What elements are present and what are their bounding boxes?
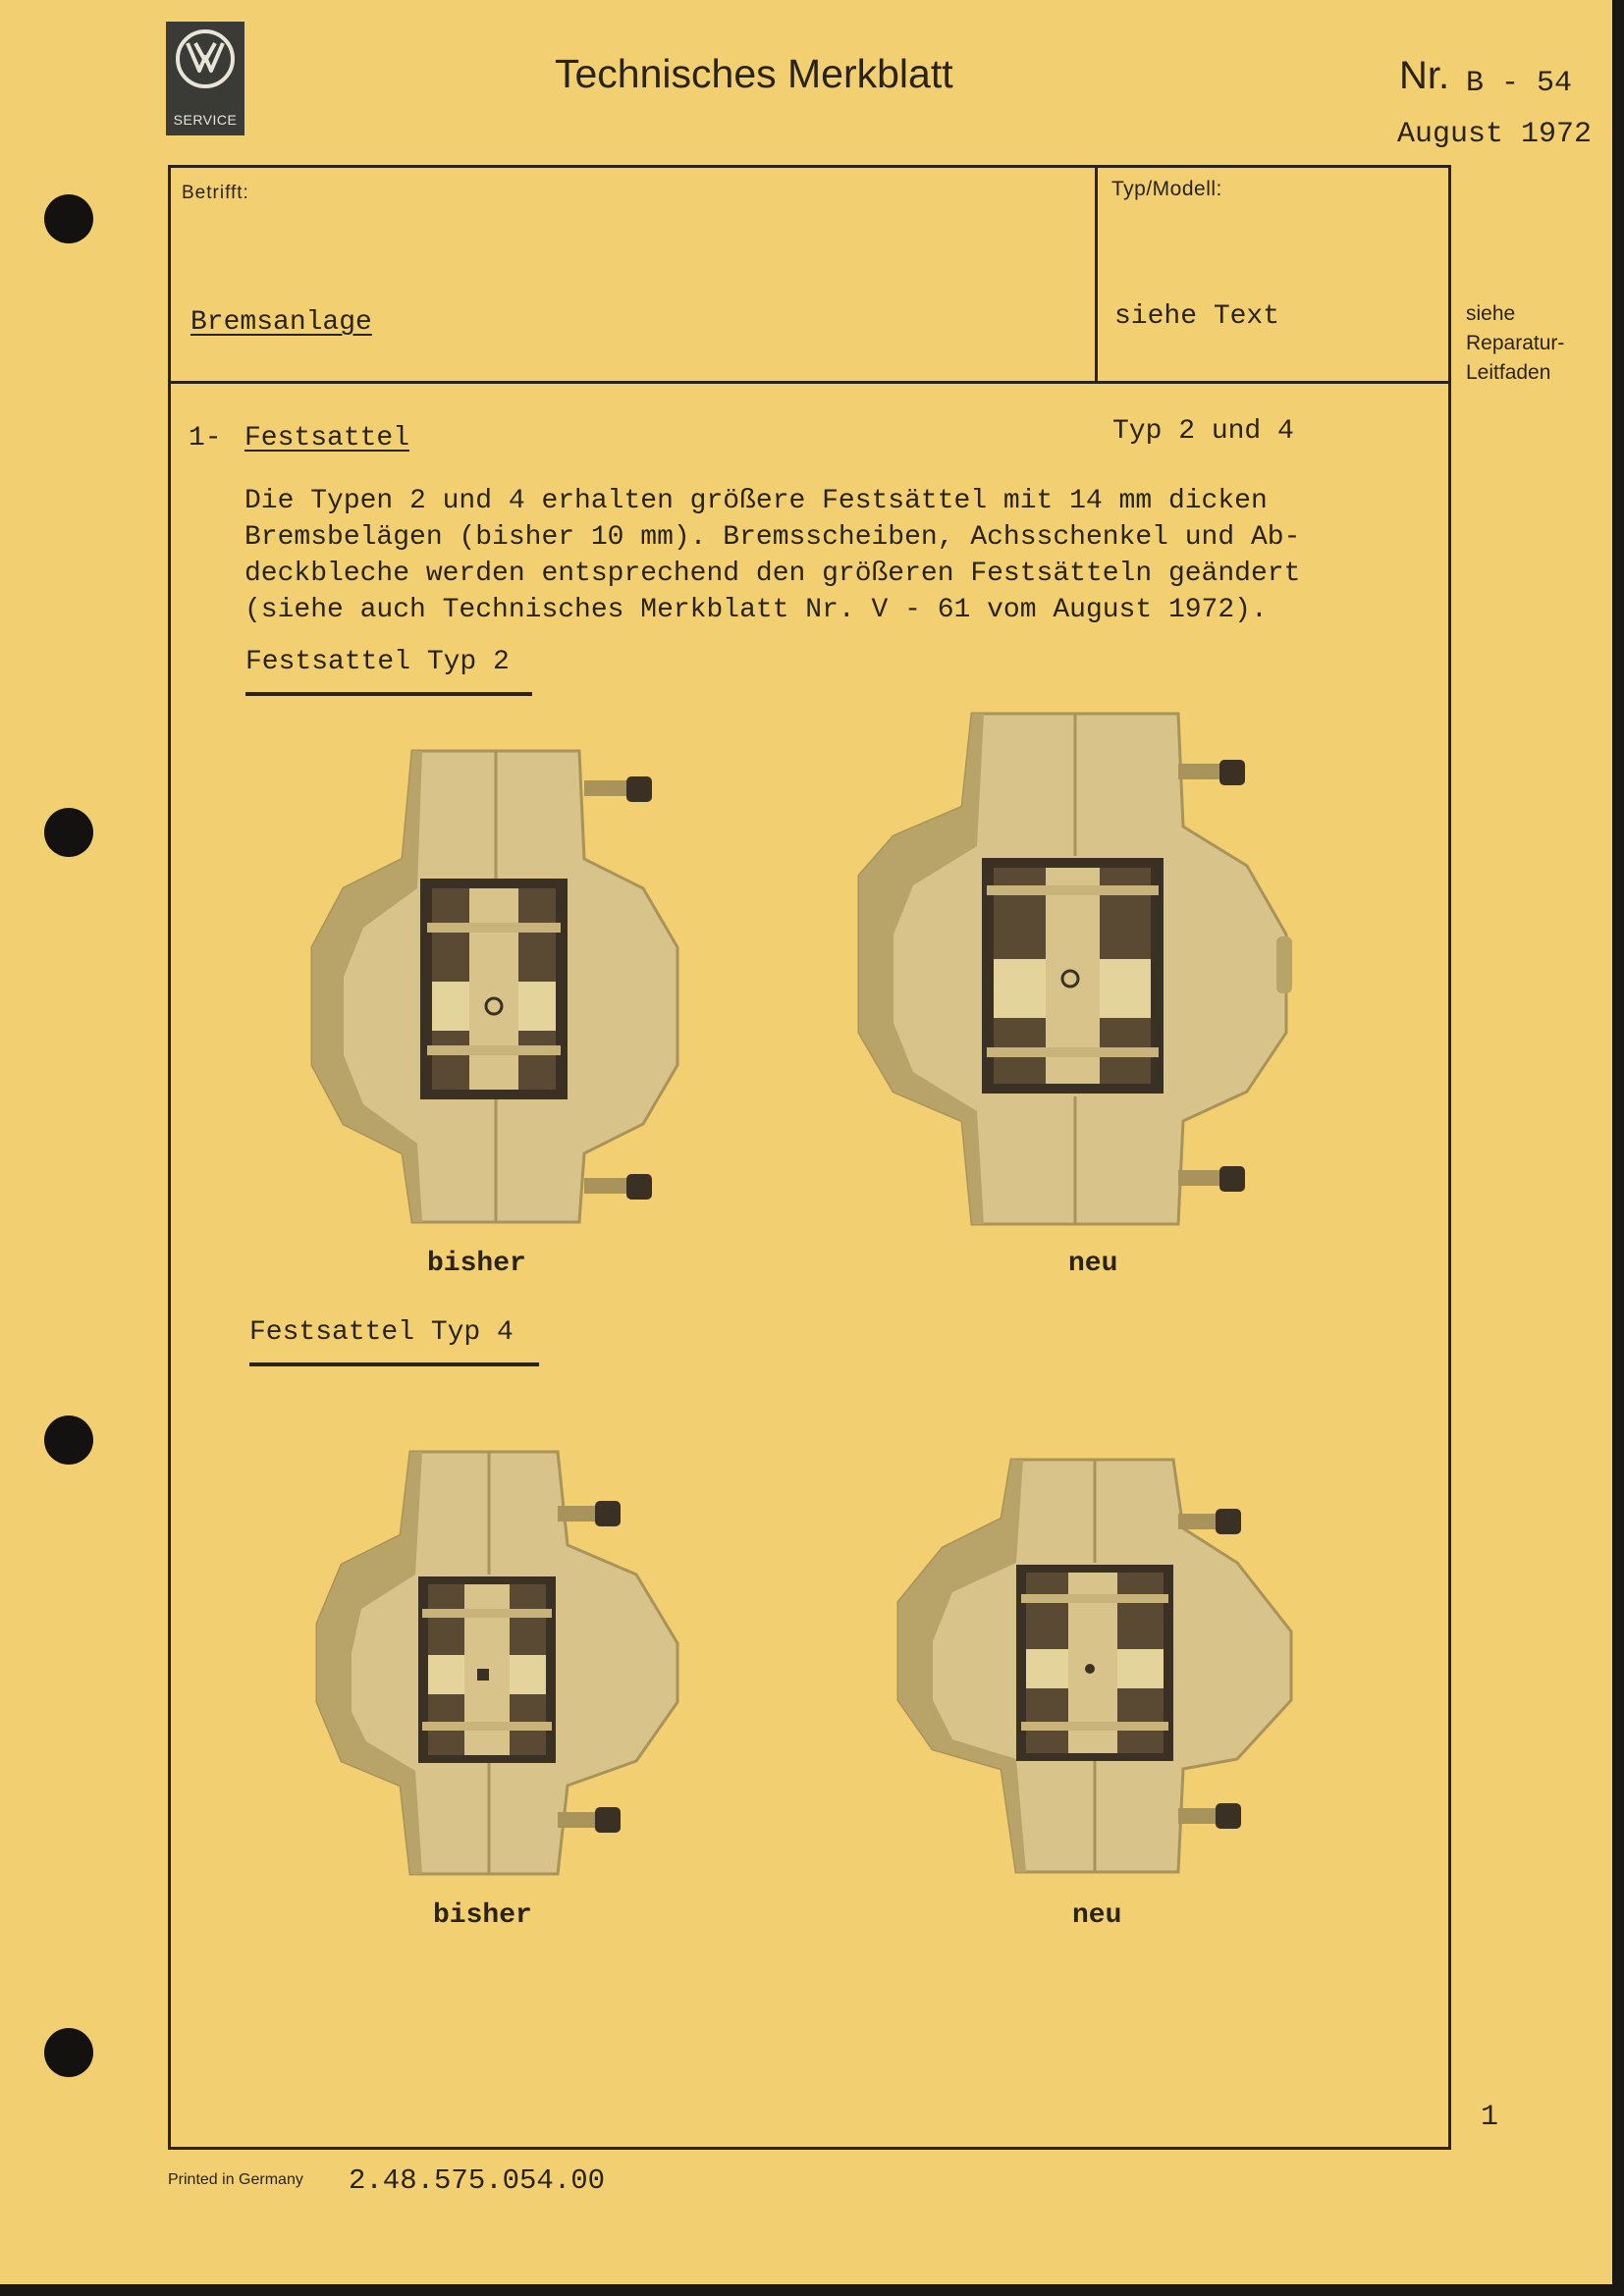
caliper-typ2-old-photo: [304, 741, 687, 1232]
figure-caption: bisher: [427, 1249, 526, 1279]
caliper-typ4-new-photo: [893, 1455, 1296, 1877]
printed-in-label: Printed in Germany: [168, 2171, 303, 2188]
figure-caption: neu: [1068, 1249, 1118, 1279]
figure-heading-typ4: Festsattel Typ 4: [249, 1317, 514, 1348]
header-divider: [168, 381, 1451, 384]
vw-logo-icon: [166, 22, 244, 100]
heading-underline: [245, 692, 532, 696]
side-note-line: Reparatur-: [1466, 332, 1565, 354]
heading-underline: [249, 1362, 539, 1366]
document-title: Technisches Merkblatt: [555, 51, 953, 96]
vw-service-logo: [166, 22, 244, 135]
caliper-typ4-old-photo: [312, 1447, 685, 1879]
side-note-line: siehe: [1466, 302, 1516, 325]
document-date: August 1972: [1397, 118, 1593, 151]
logo-text: SERVICE: [173, 112, 238, 128]
document-code: 2.48.575.054.00: [349, 2164, 606, 2197]
paragraph-line: deckbleche werden entsprechend den größeren Festsätteln geändert: [244, 559, 1301, 589]
figure-caption: bisher: [433, 1900, 532, 1931]
caliper-typ2-new-photo: [854, 709, 1306, 1229]
page-number: 1: [1481, 2101, 1499, 2134]
typ-modell-label: Typ/Modell:: [1111, 178, 1222, 200]
binder-hole: [44, 2028, 93, 2077]
paragraph-line: Bremsbelägen (bisher 10 mm). Bremsscheiben, Achsschenkel und Ab-: [244, 522, 1301, 553]
subject-value: Bremsanlage: [190, 307, 372, 338]
paragraph-line: (siehe auch Technisches Merkblatt Nr. V - 61 vom August 1972).: [244, 595, 1268, 625]
section-types: Typ 2 und 4: [1112, 416, 1294, 447]
figure-heading-typ2: Festsattel Typ 2: [245, 647, 510, 677]
binder-hole: [44, 1415, 93, 1465]
section-title: Festsattel: [244, 423, 410, 454]
figure-caption: neu: [1072, 1900, 1122, 1931]
typ-modell-value: siehe Text: [1114, 301, 1280, 332]
number-value: B - 54: [1466, 67, 1573, 100]
section-number: 1-: [189, 423, 222, 454]
section-paragraph: [244, 483, 1393, 628]
side-note-line: Leitfaden: [1466, 361, 1551, 384]
binder-hole: [44, 808, 93, 857]
betrifft-label: Betrifft:: [182, 183, 249, 203]
column-divider: [1095, 165, 1098, 383]
paragraph-line: Die Typen 2 und 4 erhalten größere Festsättel mit 14 mm dicken: [244, 486, 1268, 516]
number-label: Nr.: [1399, 54, 1450, 97]
side-note: [1466, 299, 1564, 388]
binder-hole: [44, 194, 93, 243]
